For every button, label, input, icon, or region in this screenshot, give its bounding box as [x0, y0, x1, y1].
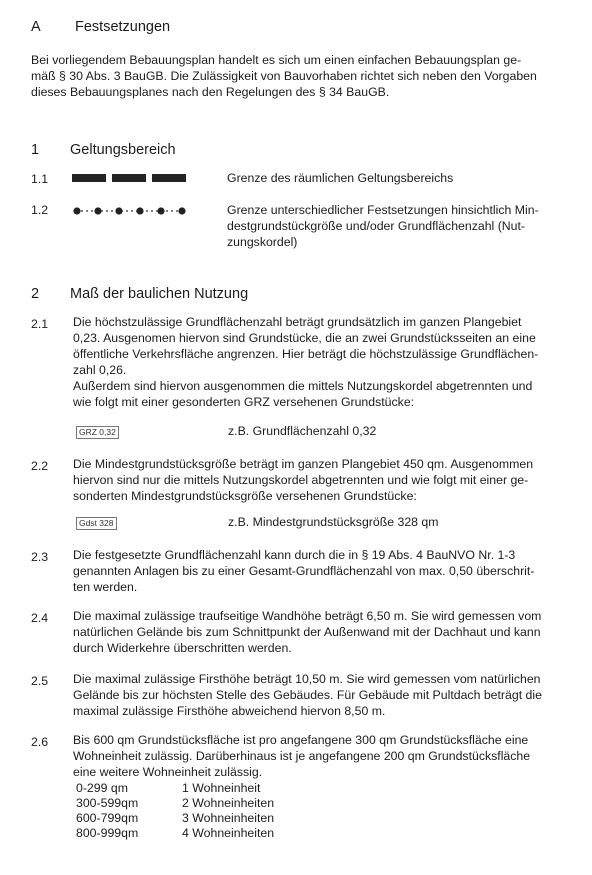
item-number: 2.3: [31, 550, 49, 564]
item-number: 2.6: [31, 735, 49, 749]
section-a-letter: A: [31, 19, 41, 35]
boundary-line-symbol: [72, 172, 186, 184]
section-a-intro: [31, 52, 553, 100]
unit-count: 1 Wohneinheit: [182, 781, 261, 795]
item-text: Grenze des räumlichen Geltungsbereichs: [227, 171, 454, 185]
area-range: 600-799qm: [76, 811, 139, 825]
section-a-title: Festsetzungen: [75, 19, 171, 35]
nutzungskordel-symbol: [72, 205, 188, 217]
example-text: z.B. Mindestgrundstücksgröße 328 qm: [228, 515, 439, 529]
gdst-label-box: Gdst 328: [76, 517, 117, 530]
dwelling-units-table: [76, 781, 376, 841]
grz-label-box: GRZ 0,32: [76, 426, 119, 439]
section-1-title: Geltungsbereich: [70, 142, 176, 158]
item-text: Die festgesetzte Grundflächenzahl kann durch die in § 19 Abs. 4 BauNVO Nr. 1-3 genannten Anlagen bis zu einer Gesamt-Grundflächenzahl von max. 0,50 überschrit- ten werden.: [73, 548, 535, 594]
table-row: [76, 826, 376, 841]
item-text: Grenze unterschiedlicher Festsetzungen hinsichtlich Min- destgrundstückgröße und/oder Grundflächenzahl (Nut- zungskordel): [227, 203, 539, 249]
item-number: 2.5: [31, 674, 49, 688]
area-range: 800-999qm: [76, 826, 139, 840]
section-1-number: 1: [31, 142, 40, 158]
unit-count: 3 Wohneinheiten: [182, 811, 275, 825]
item-text: Die Mindestgrundstücksgröße beträgt im ganzen Plangebiet 450 qm. Ausgenommen hiervon sind nur die mittels Nutzungskordel abgetrennten und wie folgt mit einer ge- sonderten Mindestgrundstücksgröße versehenen Grundstücke:: [73, 457, 534, 503]
item-number: 2.1: [31, 317, 49, 331]
intro-line: dieses Bebauungsplanes nach den Regelungen des § 34 BauGB.: [31, 85, 390, 99]
item-text: Die maximal zulässige traufseitige Wandhöhe beträgt 6,50 m. Sie wird gemessen vom natürlichen Gelände bis zum Schnittpunkt der Außenwand mit der Dachhaut und kann durch Widerkehre überschritten werden.: [73, 609, 542, 655]
item-number: 2.2: [31, 459, 49, 473]
item-number: 2.4: [31, 611, 49, 625]
item-text: Die höchstzulässige Grundflächenzahl beträgt grundsätzlich im ganzen Plangebiet 0,23. Ausgenomen hiervon sind Grundstücke, die an zwei Grundstücksseiten an eine öffentliche Verkehrsfläche angrenzen. Hier beträgt die höchstzulässige Grundflächen- zahl 0,26. Außerdem sind hiervon ausgenommen die mittels Nutzungskordel abgetrennten und wie folgt mit einer gesonderten GRZ versehenen Grundstücke:: [73, 315, 539, 409]
table-row: [76, 796, 376, 811]
item-number: 1.1: [31, 172, 49, 186]
item-text: Die maximal zulässige Firsthöhe beträgt 10,50 m. Sie wird gemessen vom natürlichen Gelände bis zur höchsten Stelle des Gebäudes. Für Gebäude mit Pultdach beträgt die maximal zulässige Firsthöhe abweichend hiervon 8,50 m.: [73, 672, 542, 718]
intro-line: Bei vorliegendem Bebauungsplan handelt es sich um einen einfachen Bebauungsplan ge-: [31, 53, 522, 67]
item-text: Bis 600 qm Grundstücksfläche ist pro angefangene 300 qm Grundstücksfläche eine Wohneinheit zulässig. Darüberhinaus ist je angefangene 200 qm Grundstücksfläche eine weitere Wohneinheit zulässig.: [73, 733, 531, 779]
area-range: 0-299 qm: [76, 781, 128, 795]
section-2-title: Maß der baulichen Nutzung: [70, 286, 249, 302]
item-number: 1.2: [31, 203, 49, 217]
section-2-number: 2: [31, 286, 40, 302]
example-text: z.B. Grundflächenzahl 0,32: [228, 424, 377, 438]
table-row: [76, 781, 376, 796]
table-row: [76, 811, 376, 826]
unit-count: 2 Wohneinheiten: [182, 796, 275, 810]
area-range: 300-599qm: [76, 796, 139, 810]
intro-line: mäß § 30 Abs. 3 BauGB. Die Zulässigkeit von Bauvorhaben richtet sich neben den Vorgaben: [31, 69, 537, 83]
unit-count: 4 Wohneinheiten: [182, 826, 275, 840]
